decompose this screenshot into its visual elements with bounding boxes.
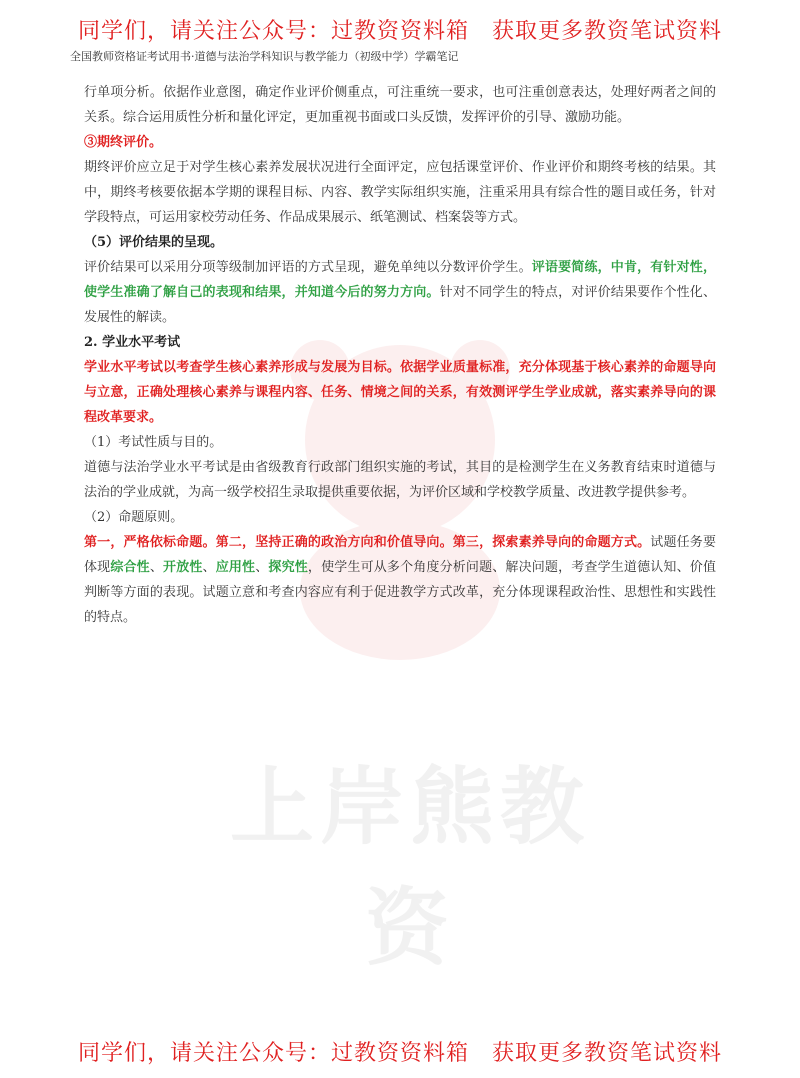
highlight-comprehensive: 综合性 xyxy=(110,560,150,575)
heading-final-evaluation: ③期终评价。 xyxy=(84,135,163,150)
subheading-proposition-principles: （2）命题原则。 xyxy=(84,510,184,525)
paragraph-exam-nature: 道德与法治学业水平考试是由省级教育行政部门组织实施的考试，其目的是检测学生在义务教育结束时道德与法治的学业成就，为高一级学校招生录取提供重要依据，为评价区域和学校教学质量、改进教学提供参考。 xyxy=(84,460,716,500)
heading-result-presentation: （5）评价结果的呈现。 xyxy=(84,235,224,250)
paragraph-homework-evaluation: 行单项分析。依据作业意图，确定作业评价侧重点，可注重统一要求，也可注重创意表达，处理好两者之间的关系。综合运用质性分析和量化评定，更加重视书面或口头反馈，发挥评价的引导、激励功能。 xyxy=(84,85,716,125)
text-segment: 试题任务要体现 xyxy=(84,535,716,575)
promo-banner-top: 同学们，请关注公众号：过教资资料箱 获取更多教资笔试资料 xyxy=(77,19,722,44)
highlight-comment-requirement: 评语要简练，中肯，有针对性，使学生准确了解自己的表现和结果，并知道今后的努力方向。 xyxy=(84,260,716,300)
highlight-openness: 开放性 xyxy=(163,560,203,575)
highlight-principles: 第一，严格依标命题。第二，坚持正确的政治方向和价值导向。第三，探索素养导向的命题方式。 xyxy=(84,535,651,550)
document-body xyxy=(84,80,716,630)
subheading-exam-nature: （1）考试性质与目的。 xyxy=(84,435,223,450)
text-segment: 评价结果可以采用分项等级制加评语的方式呈现，避免单纯以分数评价学生。 xyxy=(84,260,532,275)
text-separator: 、 xyxy=(202,560,216,575)
promo-banner-bottom: 同学们，请关注公众号：过教资资料箱 获取更多教资笔试资料 xyxy=(77,1041,722,1066)
brand-watermark: 上岸熊教资 xyxy=(229,758,590,977)
text-segment: 针对不同学生的特点，对评价结果要作个性化、发展性的解读。 xyxy=(84,285,716,325)
text-separator: 、 xyxy=(255,560,269,575)
highlight-applicability: 应用性 xyxy=(215,560,256,575)
paragraph-exam-goal: 学业水平考试以考查学生核心素养形成与发展为目标。依据学业质量标准，充分体现基于核心素养的命题导向与立意，正确处理核心素养与课程内容、任务、情境之间的关系，有效测评学生学业成就，落实素养导向的课程改革要求。 xyxy=(84,360,716,425)
book-title-header: 全国教师资格证考试用书·道德与法治学科知识与教学能力（初级中学）学霸笔记 xyxy=(70,50,459,63)
heading-academic-level-exam: 2. 学业水平考试 xyxy=(84,335,181,350)
paragraph-proposition-principles xyxy=(84,530,716,630)
highlight-inquiry: 探究性 xyxy=(268,560,308,575)
paragraph-result-presentation xyxy=(84,255,716,330)
paragraph-final-evaluation: 期终评价应立足于对学生核心素养发展状况进行全面评定，应包括课堂评价、作业评价和期终考核的结果。其中，期终考核要依据本学期的课程目标、内容、教学实际组织实施，注重采用具有综合性的题目或任务，针对学段特点，可运用家校劳动任务、作品成果展示、纸笔测试、档案袋等方式。 xyxy=(84,160,716,225)
text-separator: 、 xyxy=(149,560,164,575)
text-segment: ，使学生可从多个角度分析问题、解决问题，考查学生道德认知、价值判断等方面的表现。试题立意和考查内容应有利于促进教学方式改革，充分体现课程政治性、思想性和实践性的特点。 xyxy=(84,560,716,625)
